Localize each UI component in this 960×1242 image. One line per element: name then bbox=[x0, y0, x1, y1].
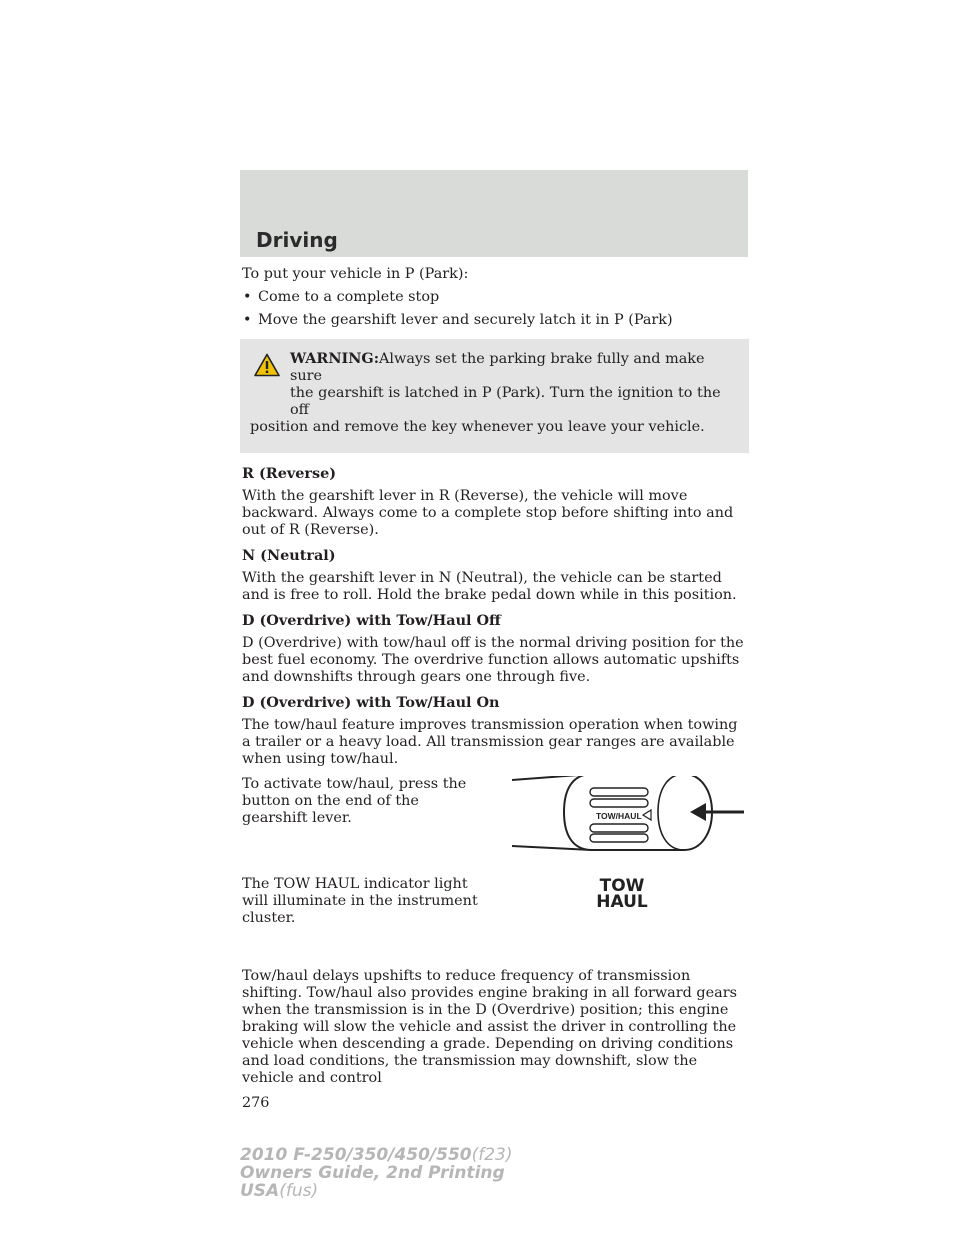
warning-label: WARNING: bbox=[290, 350, 380, 367]
overdrive-on-body: The tow/haul feature improves transmission operation when towing a trailer or a heavy load. All transmission gear ranges are available when using tow/haul. bbox=[242, 717, 738, 767]
park-steps bbox=[242, 289, 747, 329]
gearshift-lever-illustration bbox=[512, 776, 744, 856]
tow-haul-activate-text: To activate tow/haul, press the button on the end of the gearshift lever. bbox=[242, 776, 467, 826]
neutral-heading: N (Neutral) bbox=[242, 547, 336, 564]
bullet-icon: • bbox=[243, 312, 252, 328]
warning-box bbox=[240, 339, 749, 453]
tow-haul-indicator-icon: TOW HAUL bbox=[596, 876, 648, 912]
overdrive-off-body: D (Overdrive) with tow/haul off is the normal driving position for the best fuel economy. The overdrive function allows automatic upshifts and downshifts through gears one through five. bbox=[242, 635, 744, 685]
tow-haul-delays-body: Tow/haul delays upshifts to reduce frequency of transmission shifting. Tow/haul also provides engine braking in all forward gears when the transmission is in the D (Overdrive) position; this engine braking will slow the vehicle and assist the driver in controlling the vehicle when descending a grade. Depending on driving conditions and load conditions, the transmission may downshift, slow the vehicle and control bbox=[242, 968, 737, 1086]
lever-button-label: TOW/HAUL bbox=[596, 811, 642, 821]
footer-line-model: 2010 F-250/350/450/550(f23) bbox=[240, 1145, 513, 1165]
tow-haul-block bbox=[242, 776, 747, 962]
document-footer bbox=[240, 1146, 513, 1200]
section-title: Driving bbox=[256, 228, 338, 252]
overdrive-on-heading: D (Overdrive) with Tow/Haul On bbox=[242, 694, 500, 711]
tow-haul-indicator-text: The TOW HAUL indicator light will illuminate in the instrument cluster. bbox=[242, 876, 478, 926]
warning-text: WARNING:Always set the parking brake fully and make sure the gearshift is latched in P (Park). Turn the ignition to the off position and remove the key whenever you leave your vehicle. bbox=[250, 350, 721, 435]
bullet-icon: • bbox=[243, 289, 252, 305]
overdrive-off-heading: D (Overdrive) with Tow/Haul Off bbox=[242, 612, 501, 629]
neutral-body: With the gearshift lever in N (Neutral), the vehicle can be started and is free to roll. Hold the brake pedal down while in this position. bbox=[242, 570, 737, 603]
footer-line-printing: Owners Guide, 2nd Printing bbox=[240, 1163, 505, 1183]
page-number: 276 bbox=[242, 1095, 270, 1111]
reverse-body: With the gearshift lever in R (Reverse), the vehicle will move backward. Always come to a complete stop before shifting into and out of R (Reverse). bbox=[242, 488, 734, 538]
page-content bbox=[242, 266, 747, 1120]
section-header bbox=[240, 170, 748, 257]
list-item: • Come to a complete stop bbox=[243, 289, 440, 305]
reverse-heading: R (Reverse) bbox=[242, 465, 337, 482]
warning-triangle-icon bbox=[254, 353, 280, 377]
list-item: • Move the gearshift lever and securely latch it in P (Park) bbox=[243, 312, 673, 328]
park-intro: To put your vehicle in P (Park): bbox=[242, 266, 469, 282]
footer-line-region: USA(fus) bbox=[240, 1181, 319, 1201]
